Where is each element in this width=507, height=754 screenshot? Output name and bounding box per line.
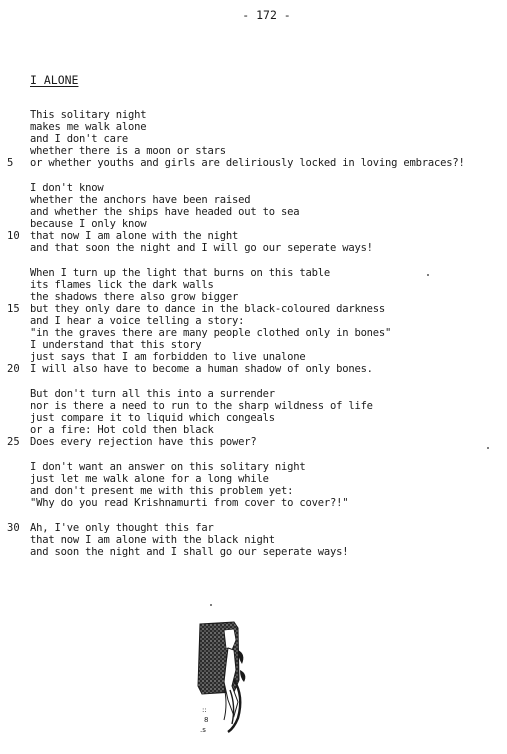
poem-line bbox=[0, 546, 507, 558]
line-text: I don't know bbox=[30, 182, 104, 194]
poem-stanza bbox=[0, 267, 507, 375]
line-text: I will also have to become a human shadow of only bones. bbox=[30, 363, 373, 375]
line-text: and soon the night and I shall go our seperate ways! bbox=[30, 546, 349, 558]
poem-line bbox=[0, 145, 507, 157]
line-number: 15 bbox=[7, 303, 20, 315]
line-text: makes me walk alone bbox=[30, 121, 147, 133]
poem-line bbox=[0, 315, 507, 327]
poem-line bbox=[0, 436, 507, 448]
line-number: 10 bbox=[7, 230, 20, 242]
line-number: 30 bbox=[7, 522, 20, 534]
line-text: nor is there a need to run to the sharp wildness of life bbox=[30, 400, 373, 412]
poem-line bbox=[0, 388, 507, 400]
poem-line bbox=[0, 351, 507, 363]
poem-line bbox=[0, 497, 507, 509]
line-text: But don't turn all this into a surrender bbox=[30, 388, 275, 400]
poem-line bbox=[0, 412, 507, 424]
poem-line bbox=[0, 194, 507, 206]
poem-line bbox=[0, 218, 507, 230]
poem-line bbox=[0, 242, 507, 254]
poem-line bbox=[0, 267, 507, 279]
poem-line bbox=[0, 279, 507, 291]
poem-stanza bbox=[0, 461, 507, 509]
line-number: 25 bbox=[7, 436, 20, 448]
line-text: that now I am alone with the night bbox=[30, 230, 239, 242]
line-text: This solitary night bbox=[30, 109, 147, 121]
svg-text:::: :: bbox=[202, 706, 207, 714]
poem-line bbox=[0, 363, 507, 375]
line-text: and whether the ships have headed out to sea bbox=[30, 206, 300, 218]
line-text: "in the graves there are many people clothed only in bones" bbox=[30, 327, 392, 339]
line-text: the shadows there also grow bigger bbox=[30, 291, 239, 303]
line-text: Does every rejection have this power? bbox=[30, 436, 257, 448]
line-text: that now I am alone with the black night bbox=[30, 534, 275, 546]
line-number: 20 bbox=[7, 363, 20, 375]
line-text: "Why do you read Krishnamurti from cover to cover?!" bbox=[30, 497, 349, 509]
poem-line bbox=[0, 109, 507, 121]
line-text: its flames lick the dark walls bbox=[30, 279, 214, 291]
poem-stanza bbox=[0, 522, 507, 558]
poem-stanza bbox=[0, 109, 507, 169]
poem-stanza bbox=[0, 388, 507, 448]
line-text: and I don't care bbox=[30, 133, 128, 145]
poem-line bbox=[0, 230, 507, 242]
poem-line bbox=[0, 133, 507, 145]
poem-line bbox=[0, 339, 507, 351]
poem-body bbox=[0, 109, 507, 571]
poem-line bbox=[0, 303, 507, 315]
poem-line bbox=[0, 461, 507, 473]
line-text: just compare it to liquid which congeals bbox=[30, 412, 275, 424]
poem-stanza bbox=[0, 182, 507, 254]
line-text: or a fire: Hot cold then black bbox=[30, 424, 214, 436]
line-text: I don't want an answer on this solitary night bbox=[30, 461, 306, 473]
line-text: just let me walk alone for a long while bbox=[30, 473, 269, 485]
line-text: or whether youths and girls are deliriously locked in loving embraces?! bbox=[30, 157, 465, 169]
line-text: and that soon the night and I will go our seperate ways! bbox=[30, 242, 373, 254]
page-number: - 172 - bbox=[242, 8, 291, 22]
line-text: because I only know bbox=[30, 218, 147, 230]
line-text: but they only dare to dance in the black-coloured darkness bbox=[30, 303, 386, 315]
line-text: whether the anchors have been raised bbox=[30, 194, 251, 206]
poem-line bbox=[0, 400, 507, 412]
poem-line bbox=[0, 121, 507, 133]
poem-line bbox=[0, 327, 507, 339]
line-text: When I turn up the light that burns on this table bbox=[30, 267, 330, 279]
poem-line bbox=[0, 485, 507, 497]
line-text: just says that I am forbidden to live unalone bbox=[30, 351, 306, 363]
line-text: I understand that this story bbox=[30, 339, 202, 351]
scan-speck bbox=[210, 604, 212, 606]
poem-line bbox=[0, 206, 507, 218]
line-text: whether there is a moon or stars bbox=[30, 145, 226, 157]
poem-line bbox=[0, 473, 507, 485]
svg-text:8: 8 bbox=[204, 716, 209, 724]
woodcut-figure-icon bbox=[194, 620, 254, 738]
line-text: and don't present me with this problem yet: bbox=[30, 485, 294, 497]
line-text: and I hear a voice telling a story: bbox=[30, 315, 245, 327]
poem-line bbox=[0, 291, 507, 303]
poem-line bbox=[0, 157, 507, 169]
scan-speck bbox=[427, 274, 429, 276]
scan-speck bbox=[487, 447, 489, 449]
poem-line bbox=[0, 534, 507, 546]
svg-text:.s: .s bbox=[200, 726, 206, 734]
poem-line bbox=[0, 424, 507, 436]
line-number: 5 bbox=[7, 157, 14, 169]
poem-line bbox=[0, 522, 507, 534]
poem-line bbox=[0, 182, 507, 194]
line-text: Ah, I've only thought this far bbox=[30, 522, 214, 534]
poem-title: I ALONE bbox=[30, 73, 79, 87]
